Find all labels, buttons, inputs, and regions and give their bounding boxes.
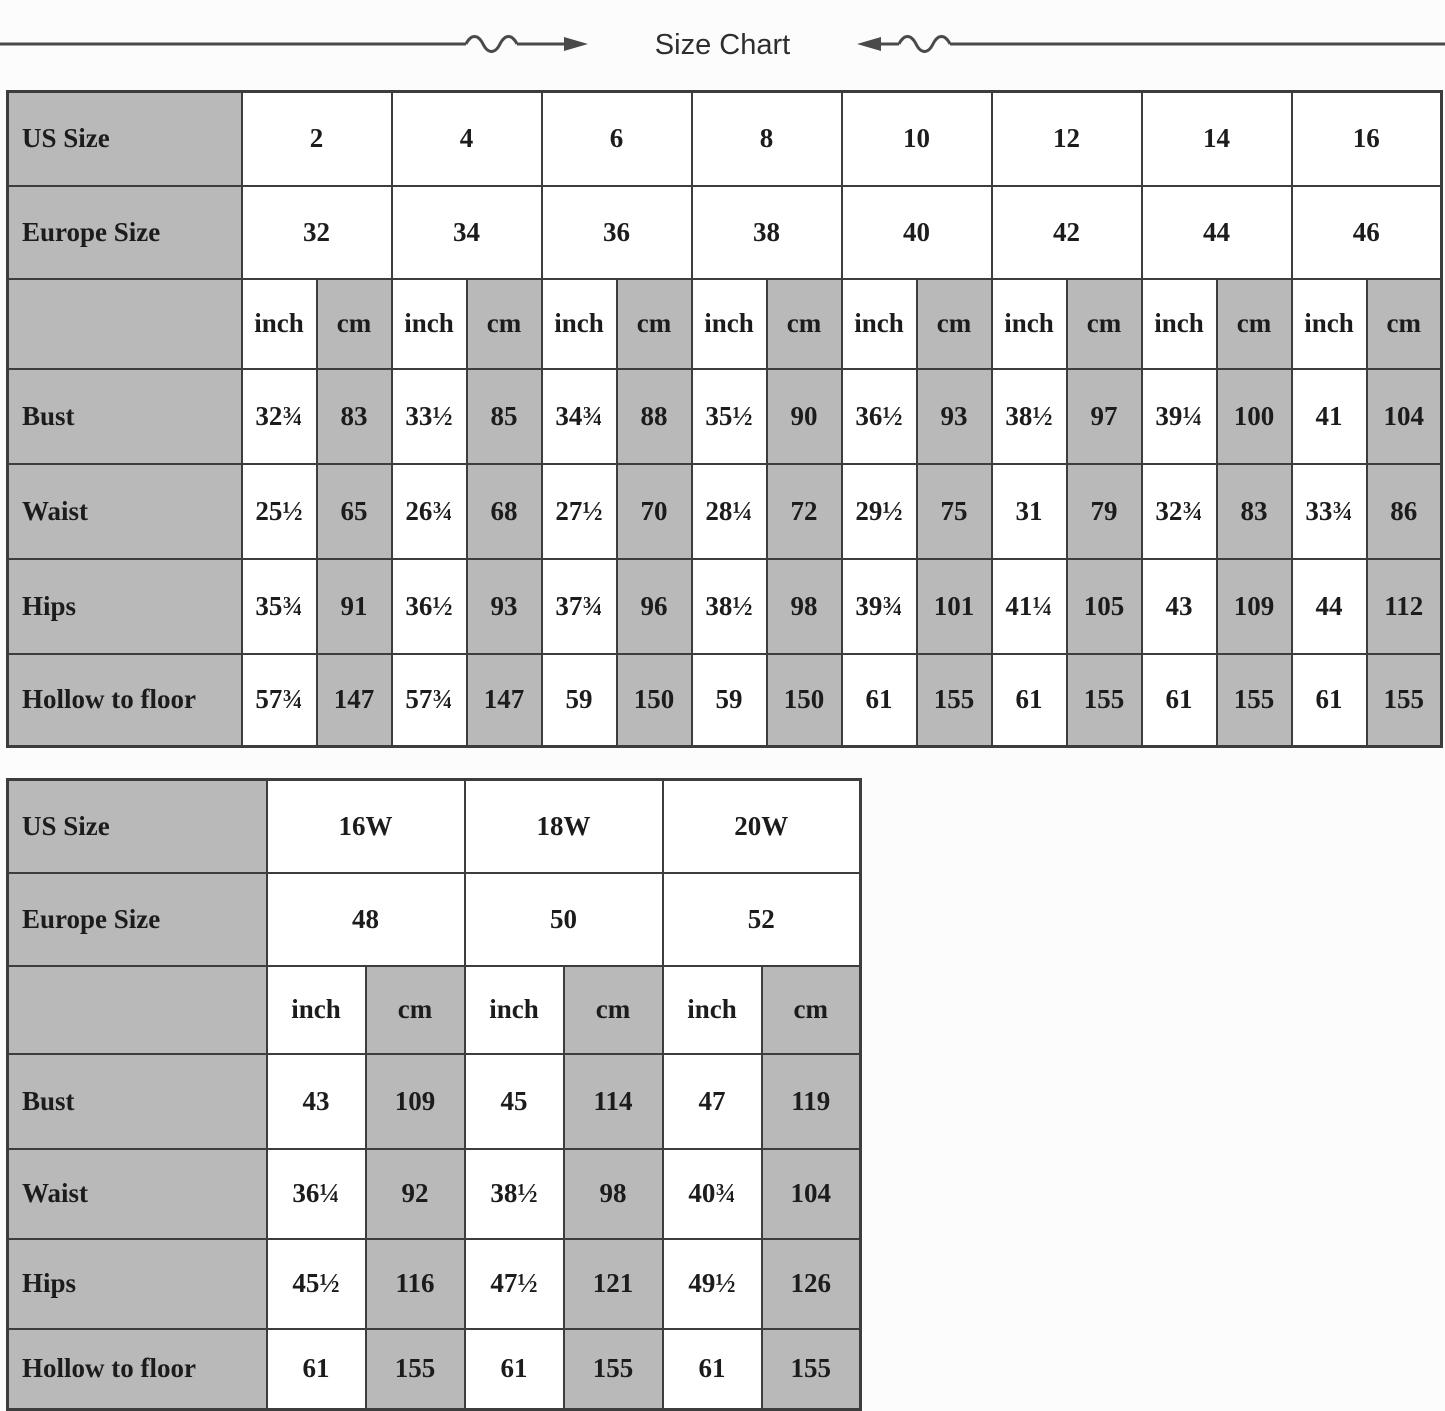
- europe-size-row: [8, 186, 1442, 279]
- inch-value-cell: 34¾: [542, 369, 617, 464]
- size-system-label: US Size: [8, 92, 242, 186]
- size-table-standard: [6, 90, 1443, 748]
- cm-unit-cell: cm: [917, 279, 992, 369]
- cm-value-cell: 150: [767, 654, 842, 747]
- cm-unit-cell: cm: [1217, 279, 1292, 369]
- cm-value-cell: 83: [1217, 464, 1292, 559]
- cm-value-cell: 90: [767, 369, 842, 464]
- cm-value-cell: 155: [917, 654, 992, 747]
- measurement-label: Bust: [8, 1054, 267, 1149]
- size-value-cell: 36: [542, 186, 692, 279]
- cm-value-cell: 75: [917, 464, 992, 559]
- units-row: [8, 966, 861, 1054]
- cm-value-cell: 65: [317, 464, 392, 559]
- measurement-label: Hips: [8, 1239, 267, 1329]
- cm-unit-cell: cm: [467, 279, 542, 369]
- measurement-row-bust: [8, 369, 1442, 464]
- inch-value-cell: 38½: [465, 1149, 564, 1239]
- inch-value-cell: 27½: [542, 464, 617, 559]
- title-band: [0, 0, 1445, 90]
- cm-value-cell: 93: [467, 559, 542, 654]
- inch-value-cell: 43: [1142, 559, 1217, 654]
- units-row: [8, 279, 1442, 369]
- size-value-cell: 4: [392, 92, 542, 186]
- inch-value-cell: 39¾: [842, 559, 917, 654]
- measurement-label: Bust: [8, 369, 242, 464]
- cm-value-cell: 150: [617, 654, 692, 747]
- cm-value-cell: 100: [1217, 369, 1292, 464]
- inch-unit-cell: inch: [692, 279, 767, 369]
- inch-value-cell: 44: [1292, 559, 1367, 654]
- measurement-row-hollow-to-floor: [8, 654, 1442, 747]
- cm-value-cell: 155: [762, 1329, 861, 1410]
- size-value-cell: 32: [242, 186, 392, 279]
- cm-value-cell: 92: [366, 1149, 465, 1239]
- size-value-cell: 8: [692, 92, 842, 186]
- cm-unit-cell: cm: [317, 279, 392, 369]
- measurement-label: Waist: [8, 464, 242, 559]
- size-value-cell: 2: [242, 92, 392, 186]
- inch-value-cell: 61: [465, 1329, 564, 1410]
- inch-value-cell: 61: [992, 654, 1067, 747]
- cm-value-cell: 93: [917, 369, 992, 464]
- inch-value-cell: 49½: [663, 1239, 762, 1329]
- measurement-row-bust: [8, 1054, 861, 1149]
- inch-unit-cell: inch: [1142, 279, 1217, 369]
- cm-unit-cell: cm: [767, 279, 842, 369]
- corner-cell: [8, 279, 242, 369]
- inch-value-cell: 59: [542, 654, 617, 747]
- inch-unit-cell: inch: [242, 279, 317, 369]
- title-arrow-left-icon: [0, 0, 590, 90]
- inch-value-cell: 36¼: [267, 1149, 366, 1239]
- cm-unit-cell: cm: [564, 966, 663, 1054]
- size-value-cell: 48: [267, 873, 465, 966]
- cm-value-cell: 121: [564, 1239, 663, 1329]
- measurement-row-waist: [8, 1149, 861, 1239]
- cm-value-cell: 112: [1367, 559, 1442, 654]
- size-value-cell: 10: [842, 92, 992, 186]
- size-value-cell: 38: [692, 186, 842, 279]
- inch-value-cell: 35¾: [242, 559, 317, 654]
- size-value-cell: 42: [992, 186, 1142, 279]
- us-size-row: [8, 780, 861, 873]
- cm-value-cell: 114: [564, 1054, 663, 1149]
- measurement-label: Hips: [8, 559, 242, 654]
- inch-value-cell: 32¾: [1142, 464, 1217, 559]
- inch-value-cell: 45: [465, 1054, 564, 1149]
- cm-value-cell: 109: [1217, 559, 1292, 654]
- cm-value-cell: 104: [1367, 369, 1442, 464]
- cm-value-cell: 147: [467, 654, 542, 747]
- measurement-row-waist: [8, 464, 1442, 559]
- size-value-cell: 20W: [663, 780, 861, 873]
- size-value-cell: 40: [842, 186, 992, 279]
- inch-value-cell: 47: [663, 1054, 762, 1149]
- cm-unit-cell: cm: [1367, 279, 1442, 369]
- inch-unit-cell: inch: [465, 966, 564, 1054]
- page-title: Size Chart: [654, 28, 791, 61]
- inch-value-cell: 37¾: [542, 559, 617, 654]
- inch-value-cell: 41: [1292, 369, 1367, 464]
- size-value-cell: 50: [465, 873, 663, 966]
- inch-value-cell: 36½: [392, 559, 467, 654]
- inch-value-cell: 61: [842, 654, 917, 747]
- measurement-label: Hollow to floor: [8, 654, 242, 747]
- size-value-cell: 16: [1292, 92, 1442, 186]
- corner-cell: [8, 966, 267, 1054]
- inch-value-cell: 41¼: [992, 559, 1067, 654]
- measurement-row-hollow-to-floor: [8, 1329, 861, 1410]
- cm-value-cell: 98: [767, 559, 842, 654]
- inch-value-cell: 38½: [992, 369, 1067, 464]
- cm-value-cell: 155: [564, 1329, 663, 1410]
- size-system-label: Europe Size: [8, 873, 267, 966]
- cm-value-cell: 155: [1367, 654, 1442, 747]
- size-value-cell: 46: [1292, 186, 1442, 279]
- inch-value-cell: 38½: [692, 559, 767, 654]
- inch-value-cell: 61: [267, 1329, 366, 1410]
- inch-unit-cell: inch: [392, 279, 467, 369]
- size-value-cell: 34: [392, 186, 542, 279]
- cm-value-cell: 119: [762, 1054, 861, 1149]
- measurement-label: Hollow to floor: [8, 1329, 267, 1410]
- cm-unit-cell: cm: [617, 279, 692, 369]
- cm-value-cell: 116: [366, 1239, 465, 1329]
- cm-value-cell: 97: [1067, 369, 1142, 464]
- cm-value-cell: 88: [617, 369, 692, 464]
- cm-value-cell: 70: [617, 464, 692, 559]
- cm-value-cell: 101: [917, 559, 992, 654]
- cm-value-cell: 86: [1367, 464, 1442, 559]
- inch-value-cell: 39¼: [1142, 369, 1217, 464]
- inch-unit-cell: inch: [1292, 279, 1367, 369]
- inch-value-cell: 61: [1292, 654, 1367, 747]
- cm-value-cell: 155: [1067, 654, 1142, 747]
- cm-value-cell: 105: [1067, 559, 1142, 654]
- cm-value-cell: 104: [762, 1149, 861, 1239]
- inch-value-cell: 45½: [267, 1239, 366, 1329]
- cm-value-cell: 155: [366, 1329, 465, 1410]
- inch-value-cell: 57¾: [242, 654, 317, 747]
- cm-unit-cell: cm: [762, 966, 861, 1054]
- cm-value-cell: 109: [366, 1054, 465, 1149]
- inch-value-cell: 33¾: [1292, 464, 1367, 559]
- cm-value-cell: 83: [317, 369, 392, 464]
- size-value-cell: 18W: [465, 780, 663, 873]
- size-value-cell: 44: [1142, 186, 1292, 279]
- size-table-plus: [6, 778, 862, 1411]
- size-value-cell: 14: [1142, 92, 1292, 186]
- cm-value-cell: 96: [617, 559, 692, 654]
- inch-value-cell: 61: [663, 1329, 762, 1410]
- inch-value-cell: 36½: [842, 369, 917, 464]
- inch-value-cell: 31: [992, 464, 1067, 559]
- cm-value-cell: 98: [564, 1149, 663, 1239]
- inch-value-cell: 33½: [392, 369, 467, 464]
- inch-value-cell: 61: [1142, 654, 1217, 747]
- measurement-label: Waist: [8, 1149, 267, 1239]
- inch-value-cell: 40¾: [663, 1149, 762, 1239]
- cm-value-cell: 68: [467, 464, 542, 559]
- cm-value-cell: 155: [1217, 654, 1292, 747]
- title-arrow-right-icon: [855, 0, 1445, 90]
- cm-value-cell: 126: [762, 1239, 861, 1329]
- size-system-label: Europe Size: [8, 186, 242, 279]
- inch-unit-cell: inch: [542, 279, 617, 369]
- inch-unit-cell: inch: [663, 966, 762, 1054]
- cm-value-cell: 72: [767, 464, 842, 559]
- cm-value-cell: 79: [1067, 464, 1142, 559]
- cm-unit-cell: cm: [366, 966, 465, 1054]
- size-value-cell: 12: [992, 92, 1142, 186]
- size-system-label: US Size: [8, 780, 267, 873]
- inch-value-cell: 32¾: [242, 369, 317, 464]
- size-value-cell: 16W: [267, 780, 465, 873]
- size-value-cell: 52: [663, 873, 861, 966]
- inch-value-cell: 29½: [842, 464, 917, 559]
- inch-value-cell: 25½: [242, 464, 317, 559]
- measurement-row-hips: [8, 1239, 861, 1329]
- inch-unit-cell: inch: [992, 279, 1067, 369]
- inch-value-cell: 26¾: [392, 464, 467, 559]
- inch-unit-cell: inch: [267, 966, 366, 1054]
- inch-value-cell: 59: [692, 654, 767, 747]
- inch-value-cell: 43: [267, 1054, 366, 1149]
- cm-value-cell: 147: [317, 654, 392, 747]
- europe-size-row: [8, 873, 861, 966]
- inch-value-cell: 28¼: [692, 464, 767, 559]
- inch-value-cell: 35½: [692, 369, 767, 464]
- inch-value-cell: 57¾: [392, 654, 467, 747]
- inch-unit-cell: inch: [842, 279, 917, 369]
- cm-value-cell: 91: [317, 559, 392, 654]
- size-value-cell: 6: [542, 92, 692, 186]
- measurement-row-hips: [8, 559, 1442, 654]
- cm-unit-cell: cm: [1067, 279, 1142, 369]
- cm-value-cell: 85: [467, 369, 542, 464]
- us-size-row: [8, 92, 1442, 186]
- inch-value-cell: 47½: [465, 1239, 564, 1329]
